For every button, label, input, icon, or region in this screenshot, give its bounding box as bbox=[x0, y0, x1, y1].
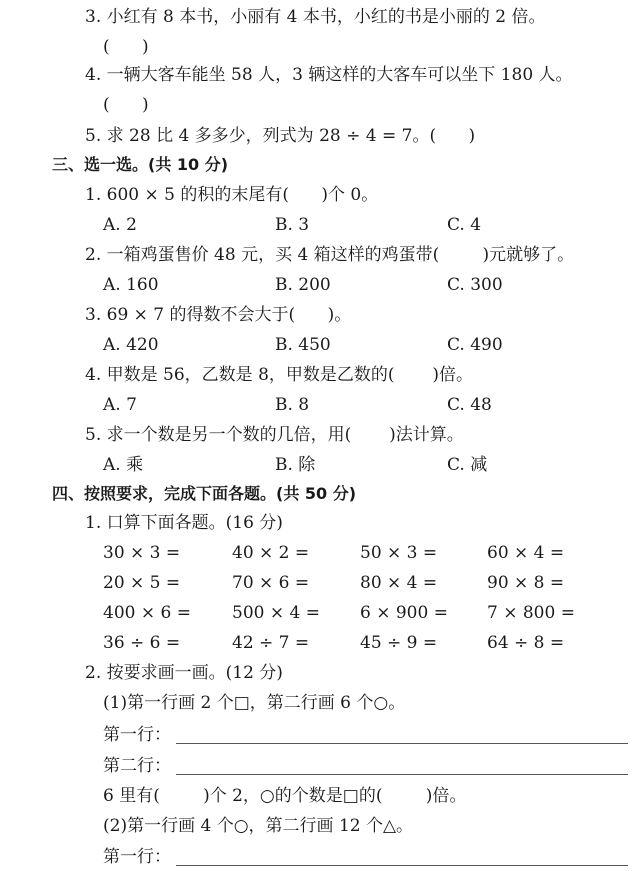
oral-math-item: 500 × 4 = bbox=[232, 603, 320, 623]
choice-option: A. 160 bbox=[103, 275, 159, 295]
question-title: 2. 按要求画一画。(12 分) bbox=[85, 663, 283, 683]
oral-math-item: 42 ÷ 7 = bbox=[232, 633, 310, 653]
question-5: 5. 求 28 比 4 多多少，列式为 28 ÷ 4 = 7。( ) bbox=[85, 126, 476, 146]
question-title: 1. 口算下面各题。(16 分) bbox=[85, 513, 283, 533]
choice-option: C. 490 bbox=[447, 335, 503, 355]
oral-math-item: 64 ÷ 8 = bbox=[487, 633, 565, 653]
choice-question: 5. 求一个数是另一个数的几倍，用( )法计算。 bbox=[85, 425, 464, 445]
fill-in-question: 6 里有( )个 2，○的个数是□的( )倍。 bbox=[103, 786, 467, 806]
choice-option: B. 8 bbox=[275, 395, 310, 415]
choice-option: C. 48 bbox=[447, 395, 492, 415]
drawing-instruction: (1)第一行画 2 个□，第二行画 6 个○。 bbox=[103, 693, 406, 713]
oral-math-item: 20 × 5 = bbox=[103, 573, 181, 593]
choice-question: 2. 一箱鸡蛋售价 48 元，买 4 箱这样的鸡蛋带( )元就够了。 bbox=[85, 245, 575, 265]
choice-question: 3. 69 × 7 的得数不会大于( )。 bbox=[85, 305, 352, 325]
choice-option: C. 300 bbox=[447, 275, 503, 295]
row-label: 第一行： bbox=[103, 725, 171, 745]
oral-math-item: 80 × 4 = bbox=[360, 573, 438, 593]
choice-option: A. 7 bbox=[103, 395, 137, 415]
oral-math-item: 45 ÷ 9 = bbox=[360, 633, 438, 653]
drawing-instruction: (2)第一行画 4 个○，第二行画 12 个△。 bbox=[103, 816, 414, 836]
oral-math-item: 90 × 8 = bbox=[487, 573, 565, 593]
oral-math-item: 6 × 900 = bbox=[360, 603, 448, 623]
oral-math-item: 36 ÷ 6 = bbox=[103, 633, 181, 653]
choice-option: A. 2 bbox=[103, 215, 137, 235]
oral-math-item: 7 × 800 = bbox=[487, 603, 575, 623]
section-heading: 四、按照要求，完成下面各题。(共 50 分) bbox=[52, 484, 357, 503]
section-heading: 三、选一选。(共 10 分) bbox=[52, 155, 229, 174]
choice-option: B. 450 bbox=[275, 335, 331, 355]
choice-option: B. 200 bbox=[275, 275, 331, 295]
answer-blank: ( ) bbox=[103, 95, 149, 115]
choice-question: 4. 甲数是 56，乙数是 8，甲数是乙数的( )倍。 bbox=[85, 365, 473, 385]
oral-math-item: 400 × 6 = bbox=[103, 603, 191, 623]
question-3: 3. 小红有 8 本书，小丽有 4 本书，小红的书是小丽的 2 倍。 bbox=[85, 7, 546, 27]
answer-blank: ( ) bbox=[103, 37, 149, 57]
choice-question: 1. 600 × 5 的积的末尾有( )个 0。 bbox=[85, 185, 379, 205]
choice-option: A. 乘 bbox=[103, 455, 144, 475]
row-label: 第一行： bbox=[103, 847, 171, 867]
oral-math-item: 30 × 3 = bbox=[103, 543, 181, 563]
choice-option: B. 除 bbox=[275, 455, 316, 475]
oral-math-item: 70 × 6 = bbox=[232, 573, 310, 593]
choice-option: C. 减 bbox=[447, 455, 488, 475]
row-label: 第二行： bbox=[103, 756, 171, 776]
oral-math-item: 60 × 4 = bbox=[487, 543, 565, 563]
drawing-answer-line[interactable] bbox=[176, 743, 628, 744]
drawing-answer-line[interactable] bbox=[176, 865, 628, 866]
choice-option: B. 3 bbox=[275, 215, 310, 235]
choice-option: A. 420 bbox=[103, 335, 159, 355]
choice-option: C. 4 bbox=[447, 215, 482, 235]
oral-math-item: 50 × 3 = bbox=[360, 543, 438, 563]
oral-math-item: 40 × 2 = bbox=[232, 543, 310, 563]
question-4: 4. 一辆大客车能坐 58 人，3 辆这样的大客车可以坐下 180 人。 bbox=[85, 65, 573, 85]
drawing-answer-line[interactable] bbox=[176, 774, 628, 775]
